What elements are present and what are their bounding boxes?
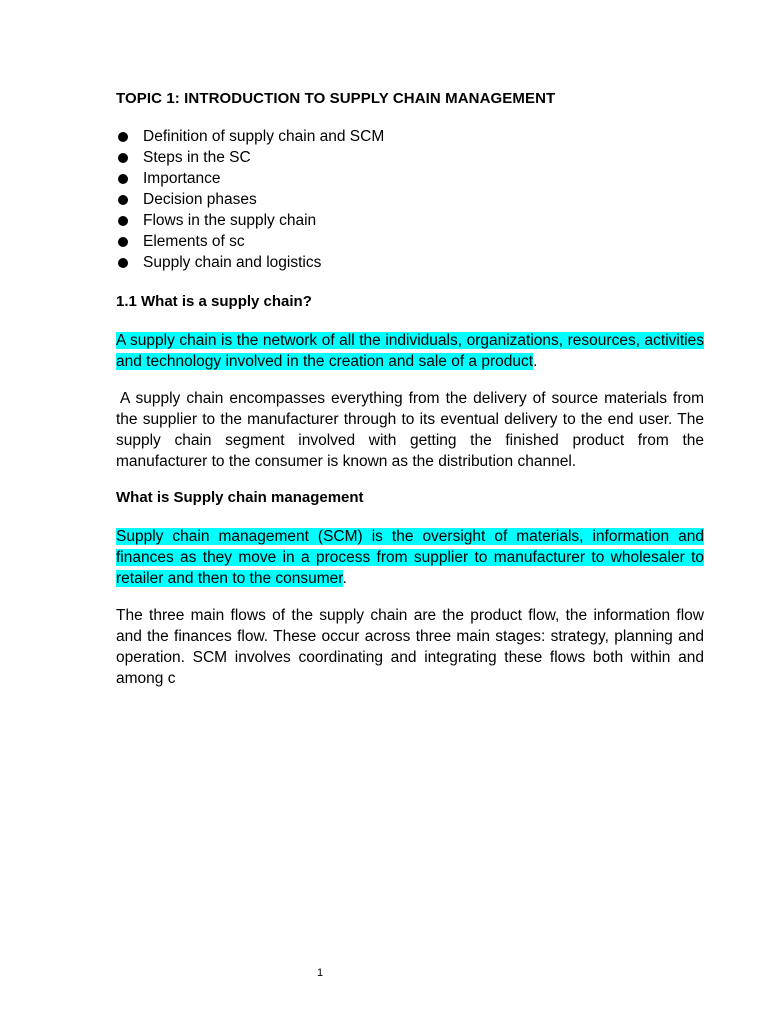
list-item <box>116 126 704 147</box>
bullet-icon <box>118 132 128 142</box>
bullet-icon <box>118 195 128 205</box>
list-item <box>116 252 704 273</box>
list-item-text: Elements of sc <box>143 233 245 250</box>
bullet-icon <box>118 258 128 268</box>
scm-definition-paragraph <box>116 526 704 589</box>
section-heading-what-is-scm: What is Supply chain management <box>116 489 364 506</box>
list-item <box>116 231 704 252</box>
bullet-icon <box>118 216 128 226</box>
list-item <box>116 189 704 210</box>
list-item <box>116 210 704 231</box>
list-item-text: Supply chain and logistics <box>143 254 322 271</box>
supply-chain-flows-paragraph: The three main flows of the supply chain are the product flow, the information flow and the finances flow. These occur across three main stages: strategy, planning and operation. SCM involves coordinating and integrating these flows both within and among c <box>116 607 704 687</box>
topic-title: TOPIC 1: INTRODUCTION TO SUPPLY CHAIN MANAGEMENT <box>116 90 556 107</box>
bullet-icon <box>118 153 128 163</box>
highlighted-scm-definition-text: Supply chain management (SCM) is the oversight of materials, information and finances as they move in a process from supplier to manufacturer to wholesaler to retailer and then to the consumer <box>116 528 704 587</box>
list-item-text: Definition of supply chain and SCM <box>143 128 385 145</box>
list-item <box>116 147 704 168</box>
topic-outline-list <box>116 126 704 273</box>
section-heading-what-is-supply-chain: 1.1 What is a supply chain? <box>116 293 312 310</box>
list-item <box>116 168 704 189</box>
list-item-text: Flows in the supply chain <box>143 212 317 229</box>
supply-chain-definition-paragraph <box>116 330 704 372</box>
document-page <box>116 89 704 705</box>
scm-definition-tail-text: . <box>342 570 347 587</box>
bullet-icon <box>118 237 128 247</box>
page-number: 1 <box>316 967 324 979</box>
list-item-text: Importance <box>143 170 221 187</box>
supply-chain-scope-paragraph: A supply chain encompasses everything from the delivery of source materials from the supplier to the manufacturer through to its eventual delivery to the end user. The supply chain segment involved with getting the finished product from the manufacturer to the consumer is known as the distribution channel. <box>116 390 704 470</box>
definition-tail-text: . <box>533 353 538 370</box>
list-item-text: Steps in the SC <box>143 149 251 166</box>
highlighted-definition-text: A supply chain is the network of all the individuals, organizations, resources, activities and technology involved in the creation and sale of a product <box>116 332 704 370</box>
list-item-text: Decision phases <box>143 191 257 208</box>
bullet-icon <box>118 174 128 184</box>
